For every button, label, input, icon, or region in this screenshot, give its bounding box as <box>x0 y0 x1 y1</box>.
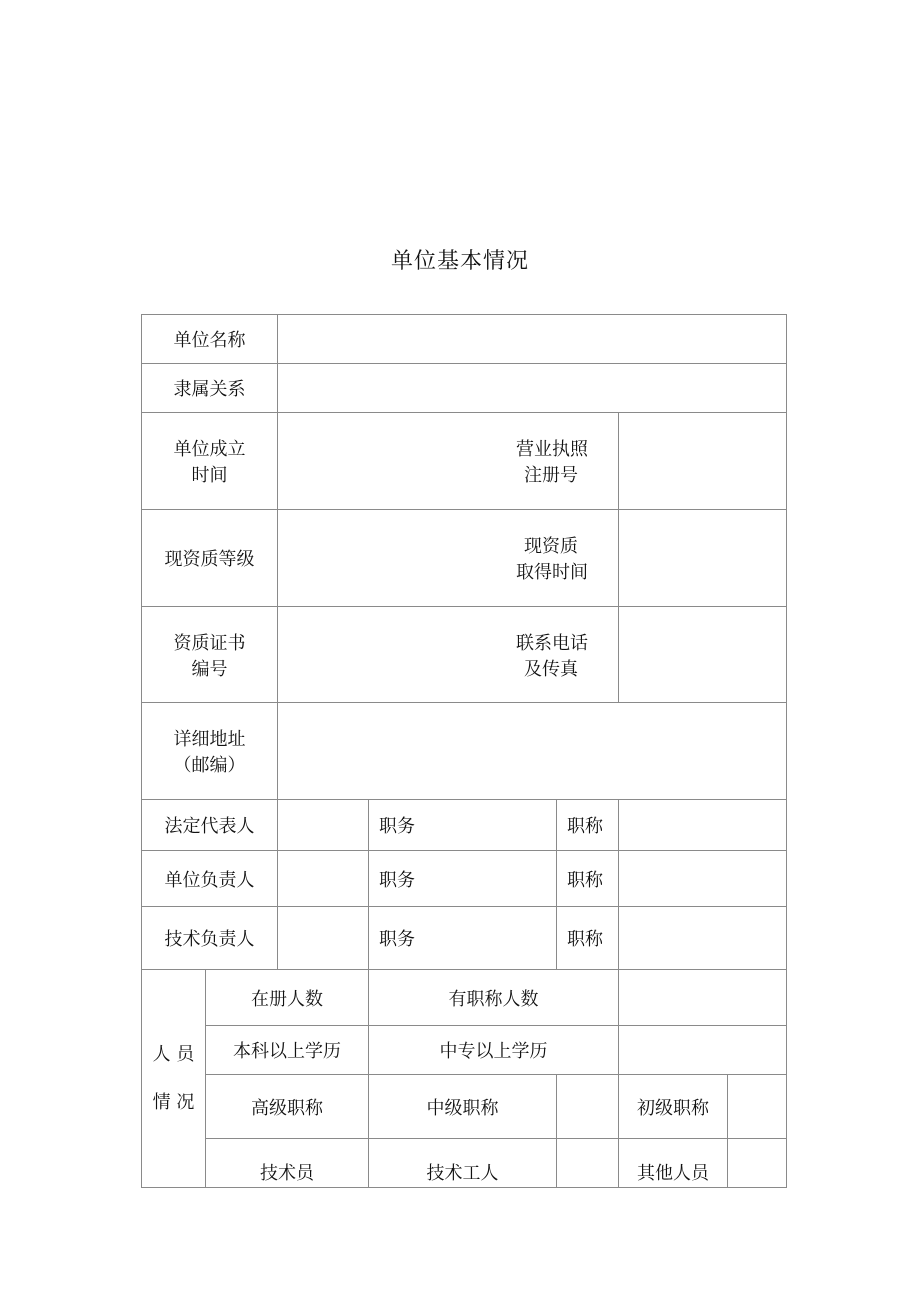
label-other-staff: 其他人员 <box>619 1139 728 1188</box>
field-address[interactable] <box>278 703 787 800</box>
label-address-line1: 详细地址 <box>173 729 246 750</box>
label-unit-name: 单位名称 <box>142 315 278 364</box>
field-qual-time[interactable] <box>619 510 787 607</box>
field-other-staff[interactable] <box>728 1139 787 1188</box>
label-technician: 技术员 <box>206 1139 369 1188</box>
label-unit-head: 单位负责人 <box>142 851 278 907</box>
field-license-no[interactable] <box>619 413 787 510</box>
label-address <box>142 703 278 800</box>
label-junior-title: 初级职称 <box>619 1075 728 1139</box>
label-qual-grade: 现资质等级 <box>142 510 278 607</box>
field-qual-grade[interactable] <box>278 510 619 607</box>
label-phone-line1: 联系电话 <box>516 632 588 654</box>
label-mid-title: 中级职称 <box>369 1075 557 1139</box>
label-staff-line2: 情 况 <box>152 1091 195 1113</box>
field-unit-name[interactable] <box>278 315 787 364</box>
label-senior-title: 高级职称 <box>206 1075 369 1139</box>
field-unit-head-name[interactable] <box>278 851 369 907</box>
field-unit-head-title[interactable] <box>619 851 787 907</box>
label-legal-rep: 法定代表人 <box>142 800 278 851</box>
label-legal-rep-position: 职务 <box>369 800 557 851</box>
label-cert-no-line2: 编号 <box>191 658 228 680</box>
field-establish-time[interactable] <box>278 413 619 510</box>
field-tech-secondary-above[interactable] <box>619 1026 787 1075</box>
field-junior-title[interactable] <box>728 1075 787 1139</box>
label-qual-time-line1: 现资质 <box>524 536 578 557</box>
field-titled-count[interactable] <box>619 970 787 1026</box>
page-title: 单位基本情况 <box>390 249 529 274</box>
label-address-line2: （邮编） <box>173 755 246 776</box>
label-tech-worker: 技术工人 <box>369 1139 557 1188</box>
label-tech-head: 技术负责人 <box>142 907 278 970</box>
label-titled-count: 有职称人数 <box>369 970 619 1026</box>
label-qual-time-line2: 取得时间 <box>516 562 588 583</box>
label-staff-section <box>142 970 206 1188</box>
label-license-line1: 营业执照 <box>516 439 588 460</box>
label-cert-no-line1: 资质证书 <box>173 632 246 654</box>
label-establish-time-line1: 单位成立 <box>173 439 246 460</box>
label-bachelor-above: 本科以上学历 <box>206 1026 369 1075</box>
label-establish-time-line2: 时间 <box>191 465 228 486</box>
label-unit-head-title: 职称 <box>557 851 619 907</box>
label-cert-no <box>142 607 278 703</box>
label-tech-head-title: 职称 <box>557 907 619 970</box>
field-affiliation[interactable] <box>278 364 787 413</box>
label-staff-line1: 人 员 <box>152 1043 195 1065</box>
unit-info-form <box>141 314 787 1188</box>
field-legal-rep-name[interactable] <box>278 800 369 851</box>
label-registered-count: 在册人数 <box>206 970 369 1026</box>
label-unit-head-position: 职务 <box>369 851 557 907</box>
field-tech-worker[interactable] <box>557 1139 619 1188</box>
field-phone-fax[interactable] <box>619 607 787 703</box>
label-license-line2: 注册号 <box>524 465 578 486</box>
label-tech-secondary-above: 中专以上学历 <box>369 1026 619 1075</box>
field-tech-head-title[interactable] <box>619 907 787 970</box>
label-tech-head-position: 职务 <box>369 907 557 970</box>
field-mid-title[interactable] <box>557 1075 619 1139</box>
label-legal-rep-title: 职称 <box>557 800 619 851</box>
label-establish-time <box>142 413 278 510</box>
label-affiliation: 隶属关系 <box>142 364 278 413</box>
field-legal-rep-title[interactable] <box>619 800 787 851</box>
field-cert-no[interactable] <box>278 607 619 703</box>
field-tech-head-name[interactable] <box>278 907 369 970</box>
label-phone-line2: 及传真 <box>524 658 578 680</box>
